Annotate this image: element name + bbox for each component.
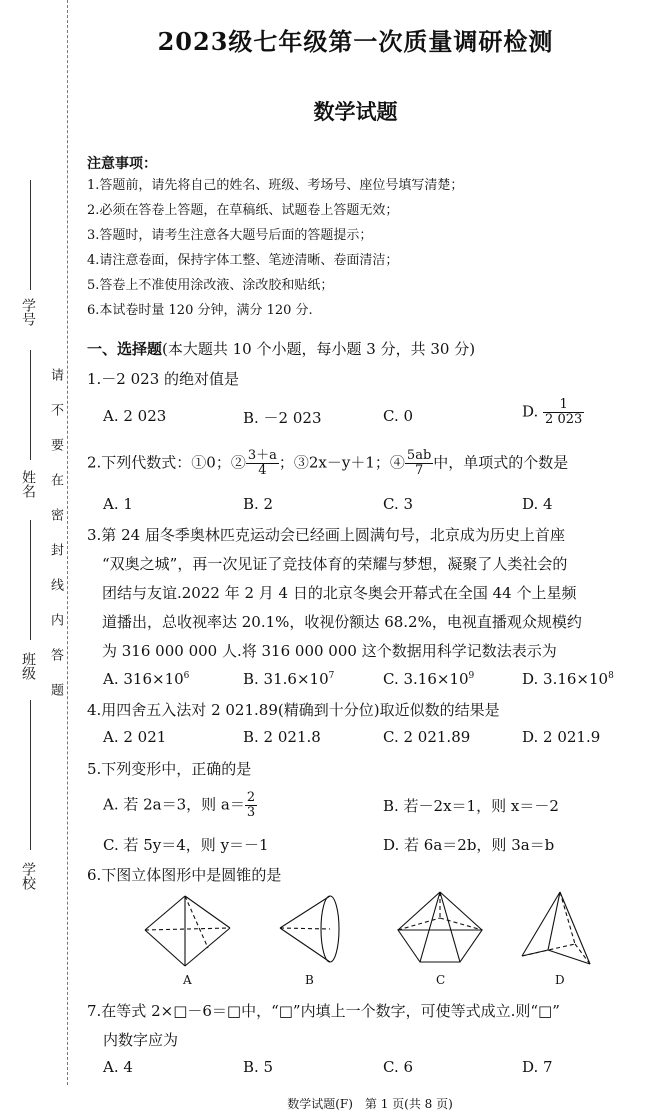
notice-item: 4.请注意卷面，保持字体工整、笔迹清晰、卷面清洁； (87, 253, 399, 268)
paragraph-line: “双奥之城”，再一次见证了竞技体育的荣耀与梦想，凝聚了人类社会的 (102, 555, 568, 573)
student-id-blank[interactable] (30, 180, 31, 290)
exponent: 9 (468, 671, 475, 681)
notice-item: 3.答题时，请考生注意各大题号后面的答题提示； (87, 228, 373, 243)
fraction-numerator: 3＋a (247, 448, 277, 463)
fraction (543, 398, 584, 427)
question-stem: 1.－2 023 的绝对值是 (87, 370, 240, 388)
question-paragraph (87, 521, 639, 666)
option-d[interactable]: D. 若 6a＝2b，则 3a＝b (383, 836, 555, 854)
option-text: A. 若 2a＝3，则 a＝ (103, 795, 245, 814)
option-c[interactable]: C. 2 021.89 (383, 728, 471, 746)
figure-a-square-pyramid (145, 896, 230, 966)
school-blank[interactable] (30, 700, 31, 850)
figure-d-pyramid (522, 892, 590, 964)
paragraph-line: 为 316 000 000 人.将 316 000 000 这个数据用科学记数法表示为 (102, 642, 557, 660)
stem-text: 中，单项式的个数是 (433, 453, 569, 472)
option-d[interactable]: D. 4 (522, 495, 553, 513)
paragraph-line: 团结与友谊.2022 年 2 月 4 日的北京冬奥会开幕式在全国 44 个上星频 (102, 584, 577, 602)
option-a[interactable]: A. 4 (103, 1058, 133, 1076)
fraction-denominator: 7 (414, 463, 424, 478)
page-footer: 数学试题(F) 第 1 页(共 8 页) (287, 1097, 453, 1111)
figure-label[interactable]: B (305, 973, 314, 987)
option-text: C. 3.16×10 (383, 670, 469, 688)
option-c[interactable]: C. 3 (383, 495, 414, 513)
option-a[interactable] (103, 670, 189, 688)
fraction-numerator: 5ab (406, 448, 432, 463)
fraction-numerator: 2 (246, 790, 256, 805)
class-blank[interactable] (30, 520, 31, 640)
fraction-numerator: 1 (543, 398, 584, 413)
section-heading (87, 338, 475, 359)
fraction (405, 449, 433, 478)
option-d[interactable]: D. 7 (522, 1058, 553, 1076)
question-stem (87, 449, 568, 478)
option-b[interactable] (243, 670, 334, 688)
fraction-denominator: 2 023 (545, 412, 583, 427)
option-b[interactable]: B. 2 021.8 (243, 728, 321, 746)
section-desc: (本大题共 10 个小题，每小题 3 分，共 30 分) (162, 340, 476, 358)
option-b[interactable]: B. 若－2x＝1，则 x＝－2 (383, 797, 559, 815)
student-id-label: 学号 (20, 298, 36, 326)
question-stem: 6.下图立体图形中是圆锥的是 (87, 866, 282, 884)
seal-line (67, 0, 69, 1085)
exponent: 8 (608, 671, 614, 681)
question-stem: 5.下列变形中，正确的是 (87, 760, 252, 778)
figure-b-cone (280, 896, 339, 962)
fraction (246, 449, 279, 478)
option-a[interactable]: A. 2 021 (103, 728, 167, 746)
stem-text: 2.下列代数式：①0；② (87, 453, 246, 472)
fraction (245, 791, 257, 820)
option-b[interactable]: B. 5 (243, 1058, 274, 1076)
figure-label[interactable]: D (555, 973, 565, 987)
option-b[interactable]: B. 2 (243, 495, 274, 513)
option-c[interactable]: C. 0 (383, 407, 414, 425)
name-label: 姓名 (20, 470, 36, 498)
figure-c-pentagonal-pyramid (398, 892, 482, 962)
paragraph-line: 3.第 24 届冬季奥林匹克运动会已经画上圆满句号，北京成为历史上首座 (87, 526, 565, 544)
stem-text: ；③2x－y＋1；④ (278, 453, 405, 472)
exam-title: 2023级七年级第一次质量调研检测 (157, 27, 554, 56)
option-d[interactable]: D. 2 021.9 (522, 728, 601, 746)
question-stem: 7.在等式 2×□－6＝□中，“□”内填上一个数字，可使等式成立.则“□” (87, 1002, 560, 1020)
question-stem: 4.用四舍五入法对 2 021.89(精确到十分位)取近似数的结果是 (87, 701, 500, 719)
class-label: 班级 (20, 652, 36, 680)
option-c[interactable]: C. 若 5y＝4，则 y＝－1 (103, 836, 269, 854)
solid-figures (130, 888, 620, 988)
option-c[interactable] (383, 670, 474, 688)
exponent: 7 (328, 671, 335, 681)
notice-item: 2.必须在答卷上答题，在草稿纸、试题卷上答题无效； (87, 203, 399, 218)
option-a[interactable]: A. 2 023 (103, 407, 167, 425)
option-a[interactable]: A. 1 (103, 495, 133, 513)
option-b[interactable]: B. －2 023 (243, 409, 322, 427)
option-text: B. 31.6×10 (243, 670, 329, 688)
paragraph-line: 道播出，总收视率达 20.1%，收视份额达 68.2%，电视直播观众规模约 (102, 613, 582, 631)
fraction-denominator: 3 (246, 805, 256, 820)
option-text: D. 3.16×10 (522, 670, 609, 688)
fraction-denominator: 4 (258, 463, 267, 478)
figure-label[interactable]: A (183, 973, 192, 987)
section-title: 一、选择题 (87, 340, 163, 358)
notice-heading: 注意事项： (87, 156, 157, 172)
exponent: 6 (183, 671, 190, 681)
option-text: A. 316×10 (103, 670, 184, 688)
option-a[interactable] (103, 791, 257, 820)
school-label: 学校 (20, 862, 36, 890)
notice-item: 6.本试卷时量 120 分钟，满分 120 分. (87, 303, 313, 318)
option-d-label: D. (522, 402, 539, 421)
notice-item: 1.答题前，请先将自己的姓名、班级、考场号、座位号填写清楚； (87, 178, 464, 193)
question-stem-cont: 内数字应为 (103, 1031, 179, 1049)
option-c[interactable]: C. 6 (383, 1058, 414, 1076)
option-d[interactable] (522, 398, 584, 427)
exam-subtitle: 数学试题 (313, 99, 398, 124)
seal-warning: 请不要在密封线内答题 (48, 368, 63, 718)
figure-label[interactable]: C (436, 973, 446, 987)
notice-item: 5.答卷上不准使用涂改液、涂改胶和贴纸； (87, 278, 334, 293)
option-d[interactable] (522, 670, 614, 688)
name-blank[interactable] (30, 350, 31, 460)
